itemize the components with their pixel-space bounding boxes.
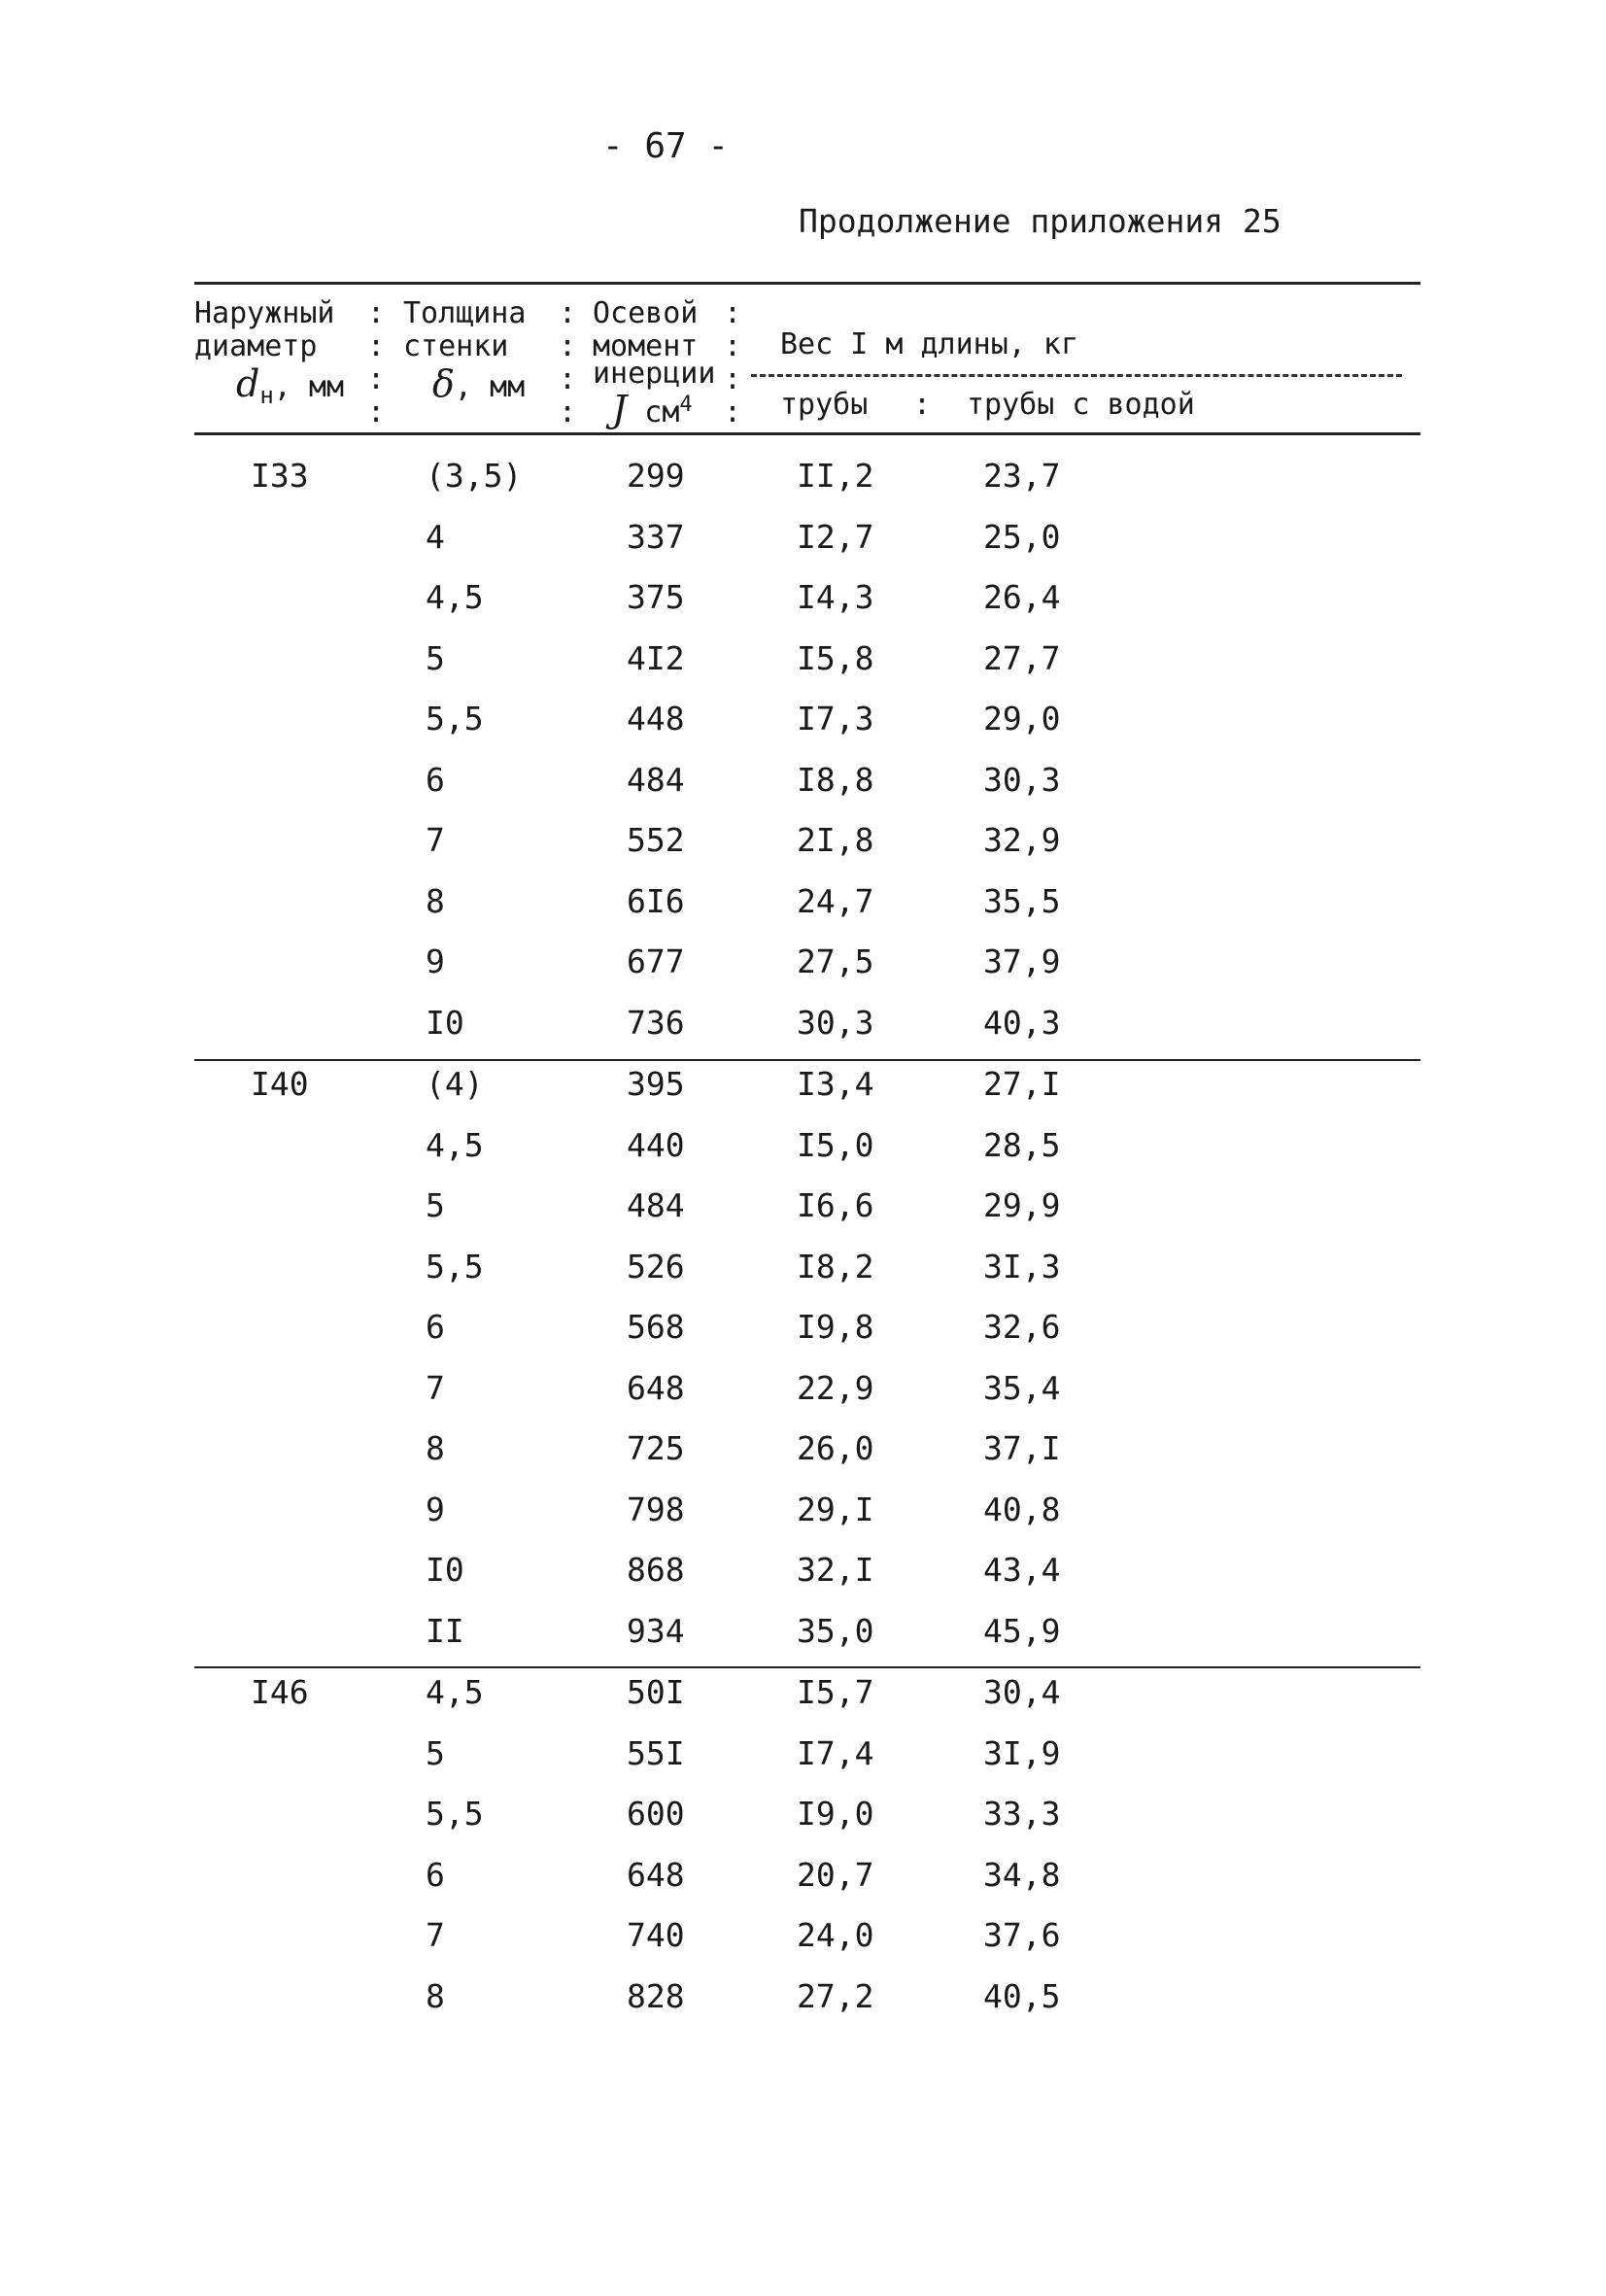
header-axial-moment-line2: момент <box>593 329 699 363</box>
axial-moment-cell: 868 <box>627 1551 685 1589</box>
diameter-symbol: d <box>236 362 260 405</box>
axial-moment-cell: 648 <box>627 1368 685 1407</box>
axial-moment-cell: 677 <box>627 942 685 980</box>
pipe-water-weight-cell: 23,7 <box>983 457 1061 495</box>
wall-thickness-cell: 8 <box>426 1976 445 2015</box>
wall-thickness-cell: 5 <box>426 1733 445 1772</box>
page-number: - 67 - <box>602 126 730 166</box>
wall-thickness-cell: 6 <box>426 1855 445 1894</box>
header-wall-thickness-line1: Толщина <box>403 296 527 330</box>
axial-moment-cell: 440 <box>627 1125 685 1164</box>
header-bottom-rule <box>194 432 1420 435</box>
wall-thickness-cell: 6 <box>426 1308 445 1346</box>
wall-thickness-cell: 5,5 <box>426 1795 484 1833</box>
pipe-weight-cell: I3,4 <box>797 1065 874 1103</box>
column-separator-3: : : : : <box>724 296 742 429</box>
axial-moment-cell: 740 <box>627 1916 685 1954</box>
pipe-weight-cell: I9,0 <box>797 1795 874 1833</box>
pipe-weight-cell: I5,0 <box>797 1125 874 1164</box>
wall-thickness-cell: 8 <box>426 1429 445 1467</box>
axial-moment-cell: 337 <box>627 517 685 556</box>
axial-moment-cell: 395 <box>627 1065 685 1103</box>
wall-thickness-cell: 5 <box>426 1186 445 1224</box>
wall-thickness-cell: 7 <box>426 1916 445 1954</box>
pipe-weight-cell: I8,8 <box>797 760 874 799</box>
pipe-weight-cell: I2,7 <box>797 517 874 556</box>
header-weight-separator: : <box>913 388 932 422</box>
pipe-water-weight-cell: 33,3 <box>983 1795 1061 1833</box>
wall-thickness-cell: 6 <box>426 760 445 799</box>
inertia-unit: см <box>644 395 680 429</box>
axial-moment-cell: 552 <box>627 821 685 859</box>
diameter-subscript: н <box>259 382 274 409</box>
axial-moment-cell: 526 <box>627 1247 685 1285</box>
pipe-water-weight-cell: 3I,3 <box>983 1247 1061 1285</box>
wall-thickness-cell: II <box>426 1611 464 1650</box>
axial-moment-cell: 798 <box>627 1490 685 1528</box>
column-separator-1: : : : : <box>367 296 386 429</box>
header-weight-pipe-water: трубы с водой <box>967 388 1195 422</box>
pipe-water-weight-cell: 29,0 <box>983 700 1061 737</box>
pipe-weight-cell: 20,7 <box>797 1855 874 1894</box>
wall-thickness-cell: 4,5 <box>426 1125 484 1164</box>
pipe-water-weight-cell: 3I,9 <box>983 1733 1061 1772</box>
diameter-unit: , мм <box>273 370 345 404</box>
header-outer-diameter-line2: диаметр <box>194 329 318 363</box>
wall-thickness-cell: 7 <box>426 821 445 859</box>
outer-diameter-cell: I40 <box>251 1065 309 1103</box>
axial-moment-cell: 934 <box>627 1611 685 1650</box>
pipe-weight-cell: I7,3 <box>797 700 874 737</box>
pipe-weight-cell: 35,0 <box>797 1611 874 1650</box>
pipe-water-weight-cell: 30,3 <box>983 760 1061 799</box>
header-axial-moment-line3: инерции <box>593 357 716 391</box>
pipe-water-weight-cell: 29,9 <box>983 1186 1061 1224</box>
pipe-weight-cell: I8,2 <box>797 1247 874 1285</box>
continuation-caption: Продолжение приложения 25 <box>799 202 1281 240</box>
axial-moment-cell: 648 <box>627 1855 685 1894</box>
pipe-water-weight-cell: 32,6 <box>983 1308 1061 1346</box>
header-axial-moment-line1: Осевой <box>593 296 699 330</box>
wall-thickness-cell: (4) <box>426 1065 484 1103</box>
header-weight-pipe: трубы <box>780 388 869 422</box>
wall-thickness-cell: 9 <box>426 1490 445 1528</box>
outer-diameter-cell: I33 <box>251 457 309 495</box>
axial-moment-cell: 6I6 <box>627 881 685 920</box>
wall-thickness-cell: I0 <box>426 1551 464 1589</box>
pipe-weight-cell: 30,3 <box>797 1003 874 1042</box>
inertia-symbol: J <box>612 388 628 430</box>
column-separator-2: : : : : <box>559 296 577 429</box>
wall-thickness-cell: I0 <box>426 1003 464 1042</box>
pipe-weight-cell: I7,4 <box>797 1733 874 1772</box>
axial-moment-cell: 736 <box>627 1003 685 1042</box>
axial-moment-cell: 828 <box>627 1976 685 2015</box>
pipe-weight-cell: 2I,8 <box>797 821 874 859</box>
pipe-water-weight-cell: 28,5 <box>983 1125 1061 1164</box>
axial-moment-cell: 55I <box>627 1733 685 1772</box>
pipe-weight-cell: 24,0 <box>797 1916 874 1954</box>
pipe-water-weight-cell: 37,9 <box>983 942 1061 980</box>
pipe-water-weight-cell: 26,4 <box>983 578 1061 616</box>
pipe-water-weight-cell: 40,8 <box>983 1490 1061 1528</box>
pipe-weight-cell: 27,2 <box>797 1976 874 2015</box>
pipe-weight-cell: II,2 <box>797 457 874 495</box>
axial-moment-cell: 4I2 <box>627 638 685 677</box>
pipe-weight-cell: 26,0 <box>797 1429 874 1467</box>
pipe-water-weight-cell: 34,8 <box>983 1855 1061 1894</box>
header-wall-thickness-symbol <box>432 362 526 405</box>
wall-thickness-cell: 8 <box>426 881 445 920</box>
wall-thickness-cell: 5 <box>426 638 445 677</box>
axial-moment-cell: 568 <box>627 1308 685 1346</box>
wall-thickness-cell: 4 <box>426 517 445 556</box>
wall-thickness-cell: 5,5 <box>426 1247 484 1285</box>
pipe-water-weight-cell: 27,I <box>983 1065 1061 1103</box>
wall-thickness-cell: 4,5 <box>426 578 484 616</box>
pipe-weight-cell: 22,9 <box>797 1368 874 1407</box>
axial-moment-cell: 375 <box>627 578 685 616</box>
axial-moment-cell: 725 <box>627 1429 685 1467</box>
pipe-weight-cell: I6,6 <box>797 1186 874 1224</box>
table-top-rule <box>194 282 1420 285</box>
pipe-weight-cell: 29,I <box>797 1490 874 1528</box>
header-weight-title: Вес I м длины, кг <box>780 327 1079 361</box>
axial-moment-cell: 299 <box>627 457 685 495</box>
pipe-weight-cell: I5,8 <box>797 638 874 677</box>
pipe-water-weight-cell: 45,9 <box>983 1611 1061 1650</box>
wall-thickness-cell: 5,5 <box>426 700 484 737</box>
group-separator-1 <box>194 1059 1420 1061</box>
pipe-weight-cell: I9,8 <box>797 1308 874 1346</box>
pipe-water-weight-cell: 37,I <box>983 1429 1061 1467</box>
pipe-water-weight-cell: 35,4 <box>983 1368 1061 1407</box>
pipe-weight-cell: 24,7 <box>797 881 874 920</box>
wall-unit: , мм <box>454 370 526 404</box>
axial-moment-cell: 600 <box>627 1795 685 1833</box>
header-outer-diameter-symbol <box>236 362 345 412</box>
pipe-water-weight-cell: 30,4 <box>983 1673 1061 1711</box>
pipe-water-weight-cell: 27,7 <box>983 638 1061 677</box>
pipe-water-weight-cell: 32,9 <box>983 821 1061 859</box>
pipe-water-weight-cell: 37,6 <box>983 1916 1061 1954</box>
pipe-weight-cell: I4,3 <box>797 578 874 616</box>
axial-moment-cell: 50I <box>627 1673 685 1711</box>
wall-thickness-cell: 9 <box>426 942 445 980</box>
wall-thickness-cell: 4,5 <box>426 1673 484 1711</box>
pipe-water-weight-cell: 40,3 <box>983 1003 1061 1042</box>
axial-moment-cell: 484 <box>627 760 685 799</box>
axial-moment-cell: 484 <box>627 1186 685 1224</box>
header-outer-diameter-line1: Наружный <box>194 296 335 330</box>
pipe-water-weight-cell: 43,4 <box>983 1551 1061 1589</box>
wall-thickness-cell: 7 <box>426 1368 445 1407</box>
header-dashed-rule <box>751 374 1402 377</box>
group-separator-2 <box>194 1666 1420 1668</box>
pipe-water-weight-cell: 40,5 <box>983 1976 1061 2015</box>
delta-symbol: δ <box>432 362 455 405</box>
pipe-weight-cell: 32,I <box>797 1551 874 1589</box>
axial-moment-cell: 448 <box>627 700 685 737</box>
pipe-water-weight-cell: 35,5 <box>983 881 1061 920</box>
header-axial-moment-symbol <box>612 389 693 429</box>
wall-thickness-cell: (3,5) <box>426 457 523 495</box>
pipe-water-weight-cell: 25,0 <box>983 517 1061 556</box>
pipe-weight-cell: I5,7 <box>797 1673 874 1711</box>
inertia-power: 4 <box>679 393 693 417</box>
outer-diameter-cell: I46 <box>251 1673 309 1711</box>
pipe-weight-cell: 27,5 <box>797 942 874 980</box>
header-wall-thickness-line2: стенки <box>403 329 509 363</box>
